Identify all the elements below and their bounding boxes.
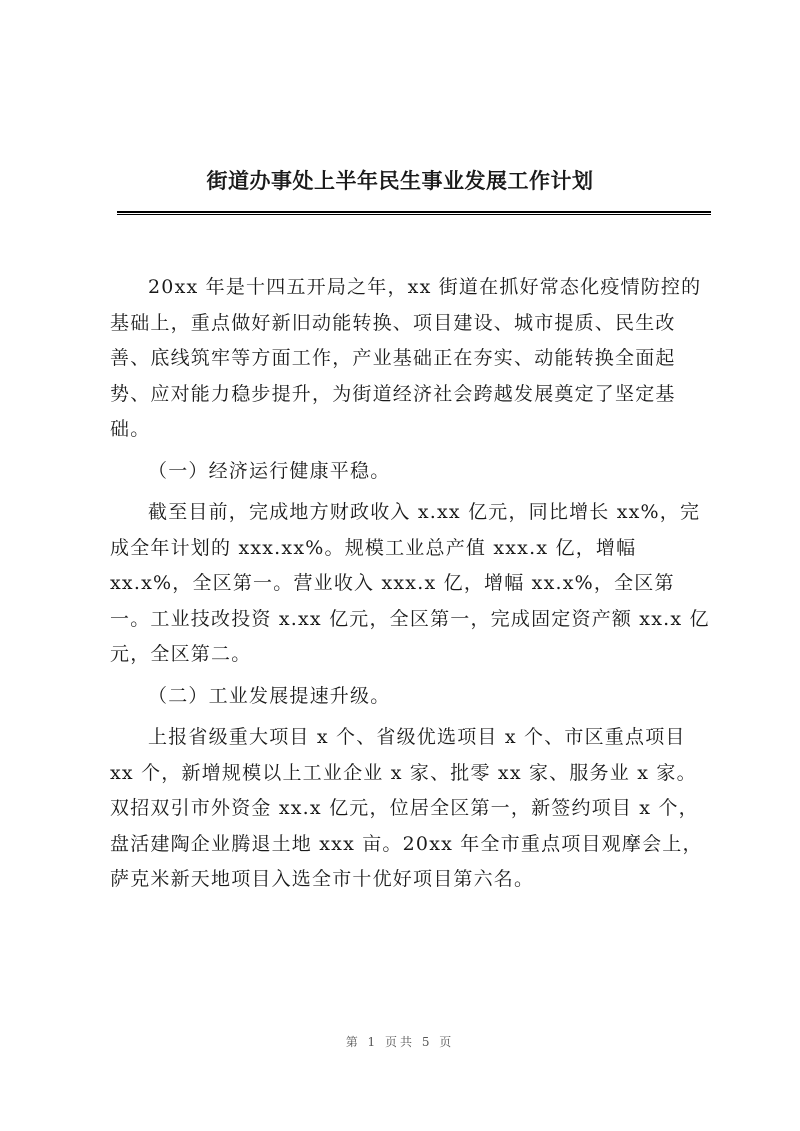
title-underline-thin <box>117 214 711 215</box>
paragraph-industry: 上报省级重大项目 x 个、省级优选项目 x 个、市区重点项目 xx 个，新增规模以上工业企业 x 家、批零 xx 家、服务业 x 家。双招双引市外资金 xx.x 亿元，位居全区第一，新签约项目 x 个，盘活建陶企业腾退土地 xxx 亩。20xx 年全市重点项目观摩会上，萨克米新天地项目入选全市十优好项目第六名。 <box>110 726 703 890</box>
document-body <box>110 270 710 898</box>
title-underline-thick <box>117 211 711 213</box>
document-title: 街道办事处上半年民生事业发展工作计划 <box>206 169 594 193</box>
paragraph-economy: 截至目前，完成地方财政收入 x.xx 亿元，同比增长 xx%，完成全年计划的 xxx.xx%。规模工业总产值 xxx.x 亿，增幅 xx.x%，全区第一。营业收入 xxx.x 亿，增幅 xx.x%，全区第一。工业技改投资 x.xx 亿元，全区第一，完成固定资产额 xx.x 亿元，全区第二。 <box>110 501 710 665</box>
section-heading-economy: （一）经济运行健康平稳。 <box>148 459 391 482</box>
paragraph-intro: 20xx 年是十四五开局之年，xx 街道在抓好常态化疫情防控的基础上，重点做好新旧动能转换、项目建设、城市提质、民生改善、底线筑牢等方面工作，产业基础正在夯实、动能转换全面起势、应对能力稳步提升，为街道经济社会跨越发展奠定了坚定基础。 <box>110 276 702 440</box>
page-footer: 第 1 页共 5 页 <box>345 1035 455 1049</box>
section-heading-industry: （二）工业发展提速升级。 <box>148 684 391 707</box>
